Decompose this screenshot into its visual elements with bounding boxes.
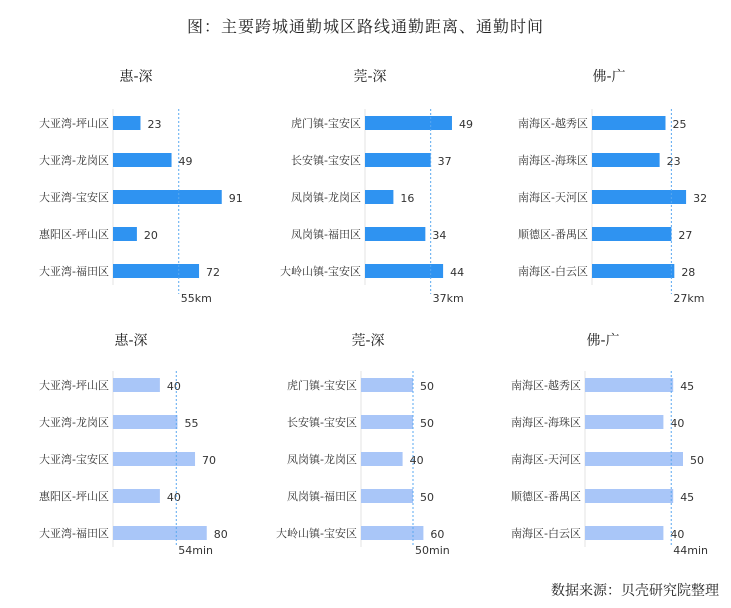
bar-2 [585, 415, 663, 429]
category-label: 大亚湾-坪山区 [39, 117, 109, 130]
category-label: 顺德区-番禺区 [511, 490, 581, 503]
category-label: 大亚湾-宝安区 [39, 453, 109, 466]
category-label: 南海区-白云区 [511, 527, 581, 540]
bar-value-label: 50 [420, 491, 434, 504]
bar-3 [592, 190, 686, 204]
reference-label: 44min [673, 544, 708, 557]
category-label: 凤岗镇-福田区 [291, 228, 361, 241]
bar-value-label: 27 [678, 229, 693, 242]
bar-1 [113, 378, 160, 392]
bar-value-label: 32 [693, 192, 708, 205]
bar-3 [113, 452, 195, 466]
category-label: 大亚湾-福田区 [39, 265, 109, 278]
category-label: 大岭山镇-宝安区 [276, 527, 357, 540]
bar-value-label: 70 [202, 454, 217, 467]
chart-title: 图：主要跨城通勤城区路线通勤距离、通勤时间 [186, 17, 544, 36]
category-label: 南海区-白云区 [518, 265, 588, 278]
reference-label: 27km [673, 292, 705, 305]
bar-value-label: 40 [409, 454, 424, 467]
bar-1 [585, 378, 673, 392]
category-label: 长安镇-宝安区 [287, 416, 357, 429]
bar-4 [361, 489, 413, 503]
bar-1 [113, 116, 140, 130]
bar-5 [113, 264, 199, 278]
bar-value-label: 40 [166, 491, 181, 504]
bar-value-label: 49 [178, 155, 193, 168]
bar-4 [585, 489, 673, 503]
panel-6-title: 佛-广 [586, 333, 620, 349]
bar-4 [365, 227, 425, 241]
category-label: 顺德区-番禺区 [518, 228, 588, 241]
category-label: 惠阳区-坪山区 [39, 228, 109, 241]
category-label: 南海区-越秀区 [511, 379, 581, 392]
bar-2 [592, 153, 660, 167]
bar-2 [365, 153, 431, 167]
bar-value-label: 40 [670, 417, 685, 430]
category-label: 惠阳区-坪山区 [39, 490, 109, 503]
bar-value-label: 80 [213, 528, 228, 541]
bar-2 [361, 415, 413, 429]
category-label: 凤岗镇-福田区 [287, 490, 357, 503]
bar-value-label: 50 [690, 454, 704, 467]
panel-5-title: 莞-深 [351, 333, 385, 349]
category-label: 南海区-海珠区 [518, 154, 588, 167]
bar-4 [592, 227, 671, 241]
bar-value-label: 16 [400, 192, 415, 205]
reference-label: 55km [180, 292, 212, 305]
bar-4 [113, 489, 160, 503]
bar-value-label: 55 [184, 417, 199, 430]
category-label: 大亚湾-坪山区 [39, 379, 109, 392]
bar-2 [113, 153, 172, 167]
reference-label: 37km [432, 292, 464, 305]
bar-value-label: 45 [680, 380, 695, 393]
data-source: 数据来源：贝壳研究院整理 [551, 583, 719, 599]
bar-2 [113, 415, 177, 429]
bar-value-label: 20 [143, 229, 158, 242]
panel-1-title: 惠-深 [119, 69, 153, 85]
bar-value-label: 91 [228, 192, 243, 205]
bar-1 [592, 116, 666, 130]
bar-value-label: 34 [432, 229, 447, 242]
category-label: 大岭山镇-宝安区 [280, 265, 361, 278]
category-label: 虎门镇-宝安区 [291, 117, 361, 130]
bar-value-label: 25 [672, 118, 687, 131]
category-label: 南海区-海珠区 [511, 416, 581, 429]
panel-2-title: 莞-深 [353, 69, 387, 85]
panel-3-title: 佛-广 [592, 69, 626, 85]
category-label: 凤岗镇-龙岗区 [291, 191, 361, 204]
bar-value-label: 23 [147, 118, 162, 131]
bar-value-label: 72 [206, 266, 221, 279]
bar-value-label: 40 [166, 380, 181, 393]
bar-value-label: 45 [680, 491, 695, 504]
category-label: 大亚湾-龙岗区 [39, 416, 109, 429]
category-label: 大亚湾-龙岗区 [39, 154, 109, 167]
category-label: 南海区-天河区 [511, 453, 581, 466]
panel-4-title: 惠-深 [114, 333, 148, 349]
category-label: 南海区-越秀区 [518, 117, 588, 130]
bar-value-label: 23 [666, 155, 681, 168]
bar-value-label: 44 [450, 266, 465, 279]
bar-value-label: 50 [420, 417, 434, 430]
bar-3 [361, 452, 403, 466]
bar-3 [585, 452, 683, 466]
bar-value-label: 40 [670, 528, 685, 541]
bar-5 [113, 526, 207, 540]
bar-value-label: 37 [437, 155, 452, 168]
bar-4 [113, 227, 137, 241]
category-label: 长安镇-宝安区 [291, 154, 361, 167]
category-label: 大亚湾-福田区 [39, 527, 109, 540]
reference-label: 54min [178, 544, 214, 557]
bar-5 [585, 526, 663, 540]
bar-value-label: 49 [458, 118, 473, 131]
reference-label: 50min [415, 544, 450, 557]
category-label: 虎门镇-宝安区 [287, 379, 357, 392]
bar-3 [113, 190, 222, 204]
bar-5 [361, 526, 423, 540]
bar-value-label: 50 [420, 380, 434, 393]
bar-value-label: 28 [681, 266, 696, 279]
bar-5 [365, 264, 443, 278]
category-label: 南海区-天河区 [518, 191, 588, 204]
bar-1 [365, 116, 452, 130]
category-label: 大亚湾-宝安区 [39, 191, 109, 204]
category-label: 凤岗镇-龙岗区 [287, 453, 357, 466]
bar-value-label: 60 [430, 528, 445, 541]
bar-3 [365, 190, 393, 204]
bar-5 [592, 264, 674, 278]
bar-1 [361, 378, 413, 392]
